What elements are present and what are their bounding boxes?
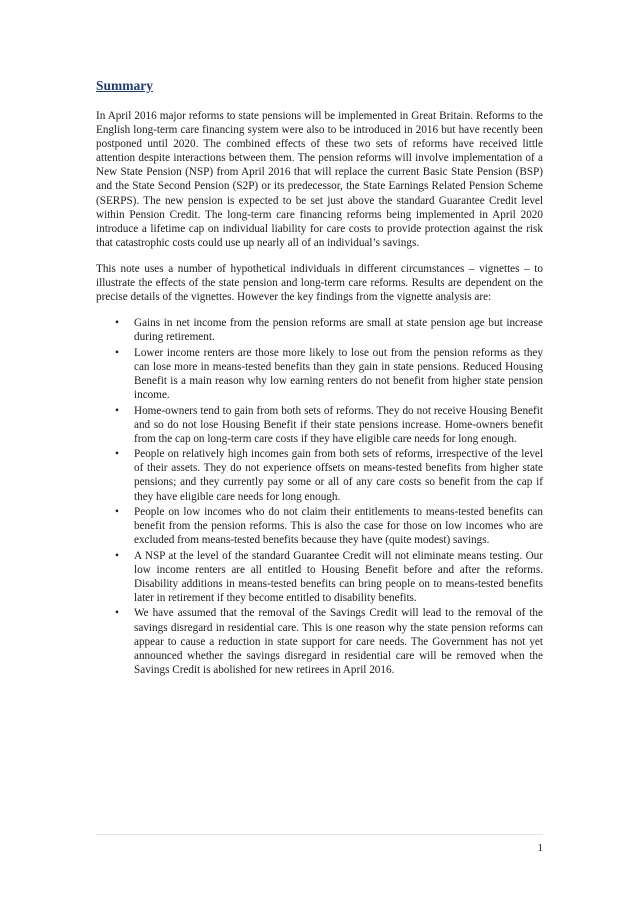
finding-text: Gains in net income from the pension reforms are small at state pension age but increase during retirement. xyxy=(134,317,543,344)
finding-text: People on low incomes who do not claim their entitlements to means-tested benefits can benefit from the pension reforms. This is also the case for those on low incomes who are excluded from means-tested benefits because they have (quite modest) savings. xyxy=(134,506,543,547)
document-page xyxy=(96,77,543,678)
bullet-icon: • xyxy=(115,317,119,330)
finding-item xyxy=(96,447,543,503)
finding-item xyxy=(96,505,543,547)
footer-divider xyxy=(96,834,543,835)
vignette-paragraph: This note uses a number of hypothetical individuals in different circumstances – vignettes – to illustrate the effects of the state pension and long-term care reforms. Results are dependent on the precise details of the vignettes. However the key findings from the vignette analysis are: xyxy=(96,262,543,304)
finding-item xyxy=(96,346,543,402)
finding-text: Lower income renters are those more likely to lose out from the pension reforms as they can lose more in means-tested benefits than they gain in state pensions. Reduced Housing Benefit is a main reason why low earning renters do not benefit from higher state pension income. xyxy=(134,346,543,402)
finding-text: We have assumed that the removal of the Savings Credit will lead to the removal of the savings disregard in residential care. This is one reason why the state pension reforms can appear to cause a reduction in state support for care needs. The Government has not yet announced whether the savings disregard in residential care will be removed when the Savings Credit is abolished for new retirees in April 2016. xyxy=(134,607,543,676)
bullet-icon: • xyxy=(115,448,119,461)
summary-heading: Summary xyxy=(96,78,153,93)
finding-item xyxy=(96,606,543,676)
finding-item xyxy=(96,316,543,344)
finding-text: A NSP at the level of the standard Guarantee Credit will not eliminate means testing. Our low income renters are all entitled to Housing Benefit before and after the reforms. Disability additions in means-tested benefits can bring people on to means-tested benefits later in retirement if they become entitled to disability benefits. xyxy=(134,549,543,604)
bullet-icon: • xyxy=(115,346,119,359)
page-number: 1 xyxy=(537,842,543,854)
bullet-icon: • xyxy=(115,506,119,518)
intro-paragraph: In April 2016 major reforms to state pensions will be implemented in Great Britain. Reforms to the English long-term care financing system were also to be introduced in 2016 but have recently been postponed until 2020. The combined effects of these two sets of reforms have received little attention despite interactions between them. The pension reforms will involve implementation of a New State Pension (NSP) from April 2016 that will replace the current Basic State Pension (BSP) and the State Second Pension (S2P) or its predecessor, the State Earnings Related Pension Scheme (SERPS). The new pension is expected to be set just above the standard Guarantee Credit level within Pension Credit. The long-term care financing reforms being implemented in April 2020 introduce a lifetime cap on individual liability for care costs to provide protection against the risk that catastrophic costs could use up nearly all of an individual’s savings. xyxy=(96,110,543,249)
finding-item xyxy=(96,549,543,605)
finding-item xyxy=(96,404,543,446)
bullet-icon: • xyxy=(115,607,119,620)
bullet-icon: • xyxy=(115,404,119,417)
finding-text: Home-owners tend to gain from both sets of reforms. They do not receive Housing Benefit and so do not lose Housing Benefit if their state pensions increase. Home-owners benefit from the cap on long-term care costs if they have eligible care needs for long enough. xyxy=(134,404,543,445)
bullet-icon: • xyxy=(115,549,119,562)
key-findings-list xyxy=(96,316,543,677)
finding-text: People on relatively high incomes gain from both sets of reforms, irrespective of the level of their assets. They do not experience offsets on means-tested benefits from higher state pensions; and they currently pay some or all of any care costs so benefit from the cap if they have eligible care needs for long enough. xyxy=(134,448,543,503)
